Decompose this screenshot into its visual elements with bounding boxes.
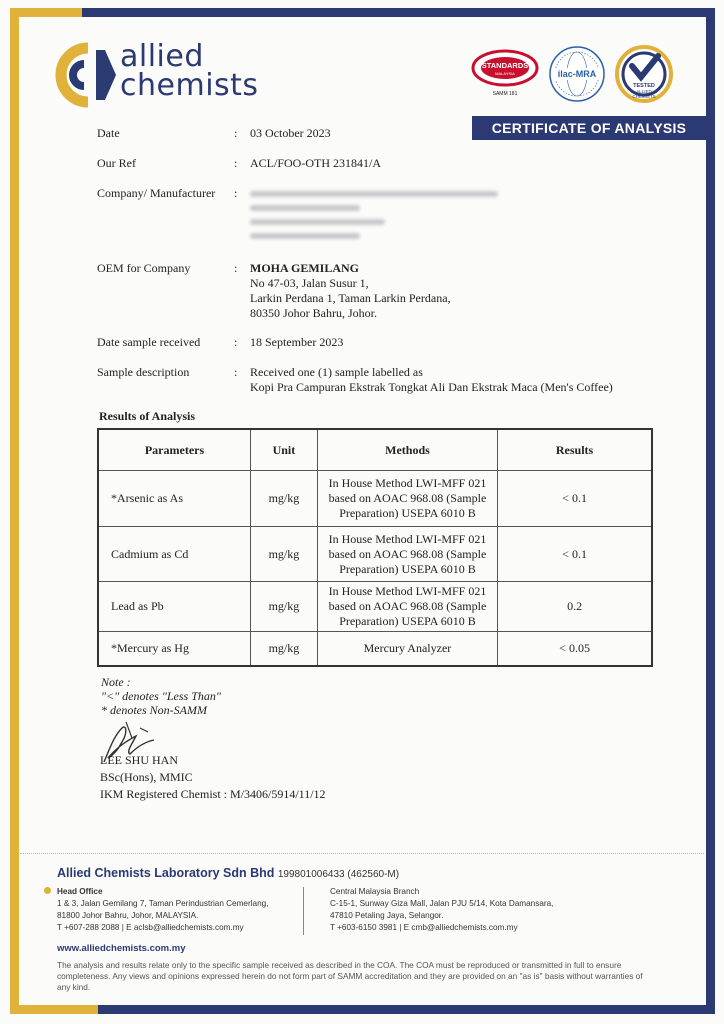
description-label: Sample description [97, 365, 190, 379]
header-methods: Methods [317, 429, 497, 471]
branch-title: Central Malaysia Branch [330, 887, 420, 896]
tested-allied-chemists-badge-icon [614, 44, 674, 104]
standards-malaysia-badge-icon [470, 48, 540, 100]
disclaimer: The analysis and results relate only to the specific sample received as described in the COA. The COA must be reproduced or transmitted in full to ensure completeness. Any views and opinions expressed herein do not form part of SAMM accreditation and they are provided on an "as is" basis without warranties of any kind. [57, 960, 643, 992]
unit-cell: mg/kg [250, 582, 317, 632]
certificate-title: CERTIFICATE OF ANALYSIS [472, 116, 706, 140]
param-cell: *Mercury as Hg [98, 632, 250, 666]
website-link[interactable]: www.alliedchemists.com.my [57, 943, 186, 954]
ref-label: Our Ref [97, 156, 136, 170]
table-row [98, 582, 652, 632]
head-office-address: 1 & 3, Jalan Gemilang 7, Taman Perindustrian Cemerlang, [57, 899, 269, 908]
description-block [250, 365, 613, 395]
border-left-gold [10, 8, 19, 1014]
date-value: 03 October 2023 [250, 126, 331, 140]
border-top-gold [10, 8, 82, 17]
colon: : [234, 126, 238, 140]
param-cell: *Arsenic as As [98, 471, 250, 527]
head-office-contact: T +607-288 2088 | E aclsb@alliedchemists.com.my [57, 923, 244, 932]
method-line: based on AOAC 968.08 (Sample [328, 491, 487, 505]
method-cell [317, 527, 497, 582]
redacted-line [250, 233, 360, 239]
tested-line-3: CHEMISTS [632, 94, 656, 99]
method-line: In House Method LWI-MFF 021 [328, 476, 487, 490]
ref-value: ACL/FOO-OTH 231841/A [250, 156, 381, 170]
header-parameters: Parameters [98, 429, 250, 471]
method-line: based on AOAC 968.08 (Sample [328, 546, 487, 561]
oem-block [250, 261, 451, 321]
branch-block [330, 886, 553, 934]
oem-name: MOHA GEMILANG [250, 261, 360, 275]
border-top-navy [82, 8, 714, 17]
result-cell: < 0.1 [498, 471, 652, 527]
param-cell: Lead as Pb [98, 582, 250, 632]
signatory-block [100, 752, 326, 803]
tested-line-2: ALLIED [636, 89, 652, 94]
redacted-line [250, 191, 498, 197]
branch-contact: T +603-6150 3981 | E cmb@alliedchemists.com.my [330, 923, 518, 932]
redacted-line [250, 205, 360, 211]
received-value: 18 September 2023 [250, 335, 344, 349]
footer-divider [20, 853, 704, 854]
colon: : [234, 335, 238, 349]
standards-sub: MALAYSIA [495, 71, 515, 76]
head-office-block [57, 886, 268, 934]
standards-text: STANDARDS [481, 61, 529, 70]
notes-block [101, 675, 221, 717]
method-line: In House Method LWI-MFF 021 [328, 584, 487, 598]
oem-address-line: No 47-03, Jalan Susur 1, [250, 276, 369, 290]
bullet-dot-icon [44, 887, 51, 894]
company-label: Company/ Manufacturer [97, 186, 216, 200]
table-row [98, 527, 652, 582]
date-label: Date [97, 126, 120, 140]
head-office-title: Head Office [57, 887, 103, 896]
border-bottom-navy [98, 1005, 715, 1014]
branch-address: 47810 Petaling Jaya, Selangor. [330, 911, 444, 920]
logo-wordmark [120, 39, 259, 103]
received-label: Date sample received [97, 335, 201, 349]
colon: : [234, 261, 238, 275]
table-row [98, 632, 652, 666]
note-title: Note : [101, 675, 131, 689]
logo-line-2: chemists [120, 68, 259, 103]
border-right-navy [706, 8, 715, 1014]
logo-line-1: allied [120, 39, 204, 74]
footer-company-reg: 199801006433 (462560-M) [277, 869, 400, 880]
results-title: Results of Analysis [99, 409, 196, 423]
redacted-line [250, 219, 385, 225]
colon: : [234, 365, 238, 379]
signatory-registration: IKM Registered Chemist : M/3406/5914/11/12 [100, 787, 326, 801]
method-line: Preparation) USEPA 6010 B [339, 614, 476, 628]
head-office-address: 81800 Johor Bahru, Johor, MALAYSIA. [57, 911, 199, 920]
unit-cell: mg/kg [250, 527, 317, 582]
oem-address-line: 80350 Johor Bahru, Johor. [250, 306, 377, 320]
company-redacted [250, 186, 500, 247]
branch-address: C-15-1, Sunway Giza Mall, Jalan PJU 5/14, Kota Damansara, [330, 899, 554, 908]
result-cell: < 0.1 [498, 527, 652, 582]
footer-separator [303, 887, 304, 935]
signatory-name: LEE SHU HAN [100, 753, 178, 767]
ilac-text: ilac-MRA [557, 69, 597, 79]
colon: : [234, 186, 238, 200]
table-header-row [98, 429, 652, 471]
oem-address-line: Larkin Perdana 1, Taman Larkin Perdana, [250, 291, 451, 305]
unit-cell: mg/kg [250, 632, 317, 666]
signatory-qualification: BSc(Hons), MMIC [100, 770, 193, 784]
note-line: "<" denotes "Less Than" [101, 689, 221, 703]
unit-cell: mg/kg [250, 471, 317, 527]
tested-line-1: TESTED [633, 83, 655, 89]
header-unit: Unit [250, 429, 317, 471]
header-results: Results [498, 429, 652, 471]
result-cell: 0.2 [498, 582, 652, 632]
method-cell [317, 471, 497, 527]
ilac-mra-badge-icon [548, 45, 606, 103]
samm-number: SAMM 181 [492, 91, 518, 97]
border-bottom-gold [10, 1005, 98, 1014]
method-cell [317, 582, 497, 632]
description-line: Kopi Pra Campuran Ekstrak Tongkat Ali Dan Ekstrak Maca (Men's Coffee) [250, 380, 613, 394]
method-cell: Mercury Analyzer [317, 632, 497, 666]
description-line: Received one (1) sample labelled as [250, 365, 423, 379]
result-cell: < 0.05 [498, 632, 652, 666]
footer-company-name: Allied Chemists Laboratory Sdn Bhd [57, 866, 275, 880]
colon: : [234, 156, 238, 170]
footer-company [57, 866, 399, 880]
table-row [98, 471, 652, 527]
param-cell: Cadmium as Cd [98, 527, 250, 582]
method-line: based on AOAC 968.08 (Sample [328, 599, 487, 613]
oem-label: OEM for Company [97, 261, 191, 275]
note-line: * denotes Non-SAMM [101, 703, 207, 717]
method-line: Preparation) USEPA 6010 B [339, 506, 476, 520]
method-line: In House Method LWI-MFF 021 [328, 531, 487, 546]
method-line: Preparation) USEPA 6010 B [339, 561, 476, 576]
results-table [97, 428, 653, 667]
